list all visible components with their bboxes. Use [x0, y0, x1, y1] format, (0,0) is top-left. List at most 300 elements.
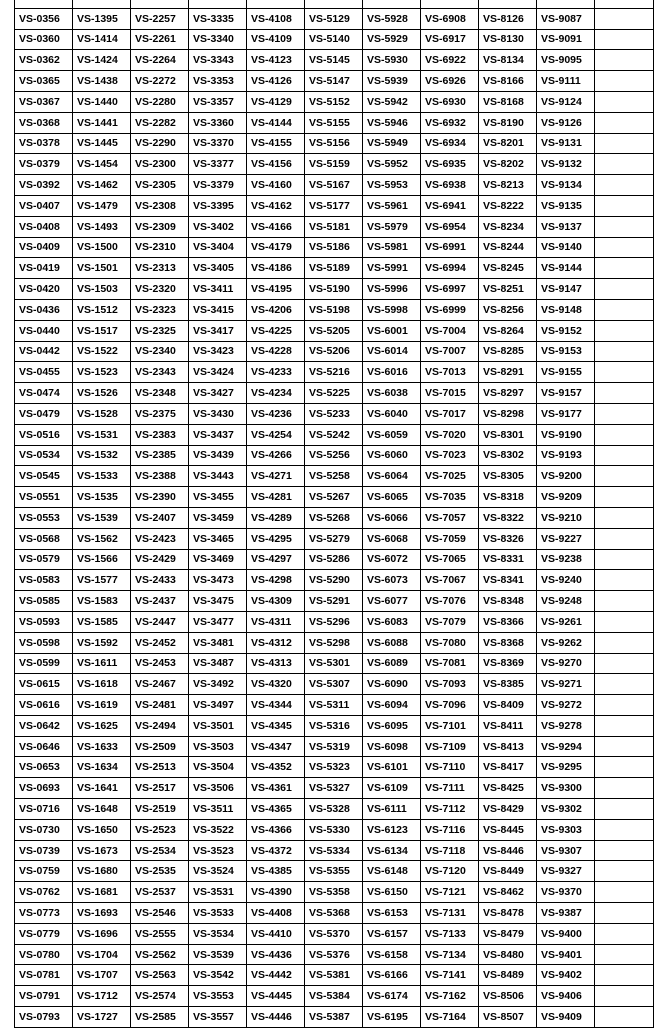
table-cell: VS-4320 [247, 674, 305, 695]
table-cell: VS-4281 [247, 487, 305, 508]
table-cell: VS-9134 [537, 175, 595, 196]
table-row [15, 424, 654, 445]
table-cell: VS-2308 [131, 195, 189, 216]
table-cell: VS-5928 [363, 8, 421, 29]
table-cell: VS-2383 [131, 424, 189, 445]
empty-cell [595, 362, 654, 383]
table-cell: VS-1641 [73, 778, 131, 799]
table-cell: VS-4289 [247, 507, 305, 528]
table-row [15, 1007, 654, 1028]
table-cell: VS-7121 [421, 882, 479, 903]
table-cell: VS-7035 [421, 487, 479, 508]
table-cell: VS-9147 [537, 279, 595, 300]
table-cell: VS-1528 [73, 403, 131, 424]
empty-cell [595, 258, 654, 279]
table-cell: VS-4123 [247, 50, 305, 71]
table-cell: VS-5327 [305, 778, 363, 799]
empty-cell [595, 736, 654, 757]
table-cell: VS-8302 [479, 445, 537, 466]
table-cell: VS-5946 [363, 112, 421, 133]
table-cell: VS-8331 [479, 549, 537, 570]
table-cell: VS-1619 [73, 695, 131, 716]
table-cell: VS-4228 [247, 341, 305, 362]
table-row [15, 258, 654, 279]
table-cell: VS-9227 [537, 528, 595, 549]
table-cell: VS-3405 [189, 258, 247, 279]
empty-cell [595, 341, 654, 362]
table-cell: VS-1503 [73, 279, 131, 300]
table-cell: VS-6083 [363, 611, 421, 632]
table-cell: VS-9238 [537, 549, 595, 570]
table-row [15, 466, 654, 487]
table-cell: VS-6997 [421, 279, 479, 300]
table-cell: VS-3475 [189, 591, 247, 612]
table-cell: VS-2290 [131, 133, 189, 154]
table-cell: VS-4271 [247, 466, 305, 487]
table-cell: VS-2390 [131, 487, 189, 508]
table-cell: VS-7110 [421, 757, 479, 778]
table-cell: VS-4347 [247, 736, 305, 757]
table-cell: VS-8202 [479, 154, 537, 175]
table-cell: VS-2555 [131, 923, 189, 944]
table-cell: VS-3497 [189, 695, 247, 716]
table-cell: VS-7111 [421, 778, 479, 799]
table-cell: VS-6166 [363, 965, 421, 986]
table-cell: VS-1501 [73, 258, 131, 279]
table-cell: VS-5177 [305, 195, 363, 216]
table-cell: VS-7118 [421, 840, 479, 861]
table-cell: VS-8507 [479, 1007, 537, 1028]
table-cell: VS-5319 [305, 736, 363, 757]
table-cell: VS-8446 [479, 840, 537, 861]
table-cell: VS-4352 [247, 757, 305, 778]
table-cell: VS-0598 [15, 632, 73, 653]
table-cell: VS-7080 [421, 632, 479, 653]
table-cell: VS-1462 [73, 175, 131, 196]
table-cell: VS-8134 [479, 50, 537, 71]
table-cell: VS-3477 [189, 611, 247, 632]
table-cell: VS-0474 [15, 383, 73, 404]
table-cell: VS-2261 [131, 29, 189, 50]
table-cell: VS-4313 [247, 653, 305, 674]
table-cell: VS-1395 [73, 8, 131, 29]
table-cell: VS-3335 [189, 8, 247, 29]
table-cell: VS-7007 [421, 341, 479, 362]
table-cell: VS-8366 [479, 611, 537, 632]
table-cell: VS-5316 [305, 715, 363, 736]
table-cell: VS-9270 [537, 653, 595, 674]
empty-cell [595, 487, 654, 508]
table-row [15, 715, 654, 736]
table-row [15, 299, 654, 320]
table-cell: VS-0615 [15, 674, 73, 695]
table-cell: VS-7112 [421, 799, 479, 820]
table-row [15, 965, 654, 986]
table-cell: VS-6038 [363, 383, 421, 404]
table-cell: VS-8449 [479, 861, 537, 882]
empty-cell [595, 882, 654, 903]
table-cell: VS-8264 [479, 320, 537, 341]
table-cell: VS-3402 [189, 216, 247, 237]
table-cell: VS-9295 [537, 757, 595, 778]
table-cell: VS-9140 [537, 237, 595, 258]
table-cell: VS-7116 [421, 819, 479, 840]
table-cell: VS-2310 [131, 237, 189, 258]
table-cell: VS-2535 [131, 861, 189, 882]
table-cell: VS-0553 [15, 507, 73, 528]
table-cell: VS-5298 [305, 632, 363, 653]
table-cell: VS-3379 [189, 175, 247, 196]
table-cell: VS-9302 [537, 799, 595, 820]
table-cell: VS-3534 [189, 923, 247, 944]
table-cell: VS-7065 [421, 549, 479, 570]
table-cell: VS-2423 [131, 528, 189, 549]
table-cell: VS-8409 [479, 695, 537, 716]
empty-cell [595, 112, 654, 133]
empty-cell [595, 383, 654, 404]
empty-cell [595, 195, 654, 216]
table-cell: VS-3377 [189, 154, 247, 175]
table-cell: VS-4162 [247, 195, 305, 216]
table-row [15, 445, 654, 466]
table-row [15, 674, 654, 695]
table-row [15, 944, 654, 965]
table-cell: VS-4129 [247, 91, 305, 112]
table-cell: VS-5129 [305, 8, 363, 29]
table-row [15, 195, 654, 216]
table-cell: VS-7020 [421, 424, 479, 445]
empty-cell [595, 653, 654, 674]
table-cell: VS-1592 [73, 632, 131, 653]
table-cell: VS-2481 [131, 695, 189, 716]
table-cell: VS-0455 [15, 362, 73, 383]
table-row [15, 29, 654, 50]
table-cell: VS-9409 [537, 1007, 595, 1028]
table-cell: VS-0407 [15, 195, 73, 216]
table-cell: VS-3370 [189, 133, 247, 154]
table-cell: VS-3473 [189, 570, 247, 591]
table-cell: VS-6089 [363, 653, 421, 674]
table-cell: VS-3395 [189, 195, 247, 216]
table-cell: VS-5258 [305, 466, 363, 487]
table-cell: VS-5376 [305, 944, 363, 965]
table-cell: VS-9294 [537, 736, 595, 757]
empty-cell [595, 591, 654, 612]
table-cell: VS-5330 [305, 819, 363, 840]
table-cell: VS-6098 [363, 736, 421, 757]
table-cell: VS-2429 [131, 549, 189, 570]
table-cell: VS-3443 [189, 466, 247, 487]
table-cell: VS-5368 [305, 903, 363, 924]
table-cell: VS-8285 [479, 341, 537, 362]
table-cell: VS-4108 [247, 8, 305, 29]
empty-cell [595, 757, 654, 778]
table-cell: VS-6195 [363, 1007, 421, 1028]
table-cell: VS-8190 [479, 112, 537, 133]
table-cell: VS-9153 [537, 341, 595, 362]
table-cell: VS-6908 [421, 8, 479, 29]
empty-cell [595, 819, 654, 840]
table-cell: VS-4372 [247, 840, 305, 861]
table-cell: VS-2343 [131, 362, 189, 383]
table-cell: VS-1414 [73, 29, 131, 50]
table-cell: VS-3437 [189, 424, 247, 445]
table-cell: VS-1625 [73, 715, 131, 736]
table-cell: VS-0616 [15, 695, 73, 716]
table-cell: VS-6095 [363, 715, 421, 736]
table-row [15, 882, 654, 903]
table-cell: VS-2385 [131, 445, 189, 466]
table-row [15, 341, 654, 362]
table-cell: VS-4236 [247, 403, 305, 424]
table-cell: VS-5996 [363, 279, 421, 300]
empty-cell [595, 715, 654, 736]
table-cell: VS-3424 [189, 362, 247, 383]
table-row [15, 903, 654, 924]
table-cell: VS-1696 [73, 923, 131, 944]
table-cell: VS-4233 [247, 362, 305, 383]
table-cell: VS-4266 [247, 445, 305, 466]
table-cell: VS-5323 [305, 757, 363, 778]
table-cell: VS-4156 [247, 154, 305, 175]
table-cell: VS-1526 [73, 383, 131, 404]
empty-cell [595, 445, 654, 466]
table-cell: VS-2534 [131, 840, 189, 861]
table-cell: VS-6065 [363, 487, 421, 508]
table-cell: VS-6917 [421, 29, 479, 50]
empty-cell [595, 611, 654, 632]
table-cell: VS-8489 [479, 965, 537, 986]
table-cell: VS-4206 [247, 299, 305, 320]
table-cell: VS-7164 [421, 1007, 479, 1028]
table-cell: VS-2546 [131, 903, 189, 924]
empty-cell [595, 965, 654, 986]
table-cell: VS-2433 [131, 570, 189, 591]
table-cell: VS-7004 [421, 320, 479, 341]
table-cell: VS-9240 [537, 570, 595, 591]
table-cell: VS-6991 [421, 237, 479, 258]
table-cell: VS-5998 [363, 299, 421, 320]
table-cell: VS-4109 [247, 29, 305, 50]
table-cell: VS-5190 [305, 279, 363, 300]
table-cell: VS-6066 [363, 507, 421, 528]
table-cell: VS-2523 [131, 819, 189, 840]
empty-cell [595, 299, 654, 320]
table-cell: VS-0759 [15, 861, 73, 882]
table-cell: VS-1535 [73, 487, 131, 508]
table-cell: VS-2452 [131, 632, 189, 653]
table-cell: VS-6926 [421, 71, 479, 92]
table-cell: VS-8126 [479, 8, 537, 29]
table-cell: VS-8245 [479, 258, 537, 279]
table-cell: VS-5328 [305, 799, 363, 820]
table-row [15, 237, 654, 258]
table-cell: VS-0583 [15, 570, 73, 591]
table-cell: VS-1438 [73, 71, 131, 92]
empty-cell [595, 986, 654, 1007]
table-cell: VS-7025 [421, 466, 479, 487]
table-cell: VS-2264 [131, 50, 189, 71]
table-row [15, 487, 654, 508]
table-row [15, 695, 654, 716]
table-cell: VS-2325 [131, 320, 189, 341]
table-cell: VS-9271 [537, 674, 595, 695]
table-cell: VS-7133 [421, 923, 479, 944]
table-cell: VS-0420 [15, 279, 73, 300]
table-cell: VS-0579 [15, 549, 73, 570]
table-row [15, 840, 654, 861]
table-cell: VS-3539 [189, 944, 247, 965]
table-cell: VS-3357 [189, 91, 247, 112]
table-cell: VS-9152 [537, 320, 595, 341]
table-cell: VS-2447 [131, 611, 189, 632]
table-cell: VS-3459 [189, 507, 247, 528]
table-cell: VS-4298 [247, 570, 305, 591]
empty-cell [595, 695, 654, 716]
table-cell: VS-4166 [247, 216, 305, 237]
table-cell: VS-5953 [363, 175, 421, 196]
table-cell: VS-7067 [421, 570, 479, 591]
table-row [15, 736, 654, 757]
table-cell: VS-4410 [247, 923, 305, 944]
table-cell: VS-3557 [189, 1007, 247, 1028]
table-cell: VS-4309 [247, 591, 305, 612]
table-cell: VS-9406 [537, 986, 595, 1007]
table-cell: VS-2320 [131, 279, 189, 300]
table-cell: VS-1522 [73, 341, 131, 362]
empty-cell [595, 903, 654, 924]
table-cell: VS-1673 [73, 840, 131, 861]
empty-cell [595, 528, 654, 549]
table-cell: VS-3504 [189, 757, 247, 778]
table-cell: VS-1618 [73, 674, 131, 695]
table-row [15, 819, 654, 840]
empty-cell [595, 175, 654, 196]
table-cell: VS-3533 [189, 903, 247, 924]
table-cell: VS-5167 [305, 175, 363, 196]
table-cell: VS-9124 [537, 91, 595, 112]
table-cell: VS-3469 [189, 549, 247, 570]
table-cell: VS-3415 [189, 299, 247, 320]
table-cell: VS-1445 [73, 133, 131, 154]
table-cell: VS-1650 [73, 819, 131, 840]
table-cell: VS-6101 [363, 757, 421, 778]
table-cell: VS-1531 [73, 424, 131, 445]
table-cell: VS-3501 [189, 715, 247, 736]
table-cell: VS-9126 [537, 112, 595, 133]
table-cell: VS-0419 [15, 258, 73, 279]
table-cell: VS-0693 [15, 778, 73, 799]
table-cell: VS-4295 [247, 528, 305, 549]
table-cell: VS-1727 [73, 1007, 131, 1028]
table-cell: VS-5384 [305, 986, 363, 1007]
table-cell: VS-4408 [247, 903, 305, 924]
table-cell: VS-2257 [131, 8, 189, 29]
table-cell: VS-6934 [421, 133, 479, 154]
table-cell: VS-8234 [479, 216, 537, 237]
table-cell: VS-8368 [479, 632, 537, 653]
table-cell: VS-5216 [305, 362, 363, 383]
table-cell: VS-1500 [73, 237, 131, 258]
table-cell: VS-8326 [479, 528, 537, 549]
table-cell: VS-1566 [73, 549, 131, 570]
table-cell: VS-3417 [189, 320, 247, 341]
table-cell: VS-7057 [421, 507, 479, 528]
table-cell: VS-2437 [131, 591, 189, 612]
table-row [15, 403, 654, 424]
table-cell: VS-1712 [73, 986, 131, 1007]
table-cell: VS-5205 [305, 320, 363, 341]
table-row [15, 611, 654, 632]
empty-cell [595, 279, 654, 300]
table-cell: VS-3503 [189, 736, 247, 757]
table-cell: VS-7141 [421, 965, 479, 986]
empty-cell [595, 216, 654, 237]
table-cell: VS-0773 [15, 903, 73, 924]
table-cell: VS-9087 [537, 8, 595, 29]
table-cell: VS-9400 [537, 923, 595, 944]
table-cell: VS-8168 [479, 91, 537, 112]
empty-cell [595, 861, 654, 882]
table-cell: VS-5981 [363, 237, 421, 258]
table-cell: VS-6157 [363, 923, 421, 944]
table-cell: VS-7076 [421, 591, 479, 612]
empty-cell [595, 570, 654, 591]
table-cell: VS-1454 [73, 154, 131, 175]
empty-cell [595, 923, 654, 944]
table-cell: VS-0442 [15, 341, 73, 362]
table-cell: VS-8369 [479, 653, 537, 674]
table-cell: VS-7059 [421, 528, 479, 549]
table-cell: VS-0392 [15, 175, 73, 196]
table-cell: VS-3427 [189, 383, 247, 404]
table-cell: VS-6935 [421, 154, 479, 175]
table-cell: VS-5155 [305, 112, 363, 133]
table-cell: VS-0599 [15, 653, 73, 674]
table-cell: VS-6001 [363, 320, 421, 341]
table-cell: VS-5355 [305, 861, 363, 882]
table-cell: VS-7096 [421, 695, 479, 716]
table-cell: VS-5268 [305, 507, 363, 528]
empty-cell [595, 799, 654, 820]
table-cell: VS-3411 [189, 279, 247, 300]
empty-cell [595, 674, 654, 695]
table-cell: VS-9402 [537, 965, 595, 986]
table-cell: VS-1533 [73, 466, 131, 487]
table-cell: VS-9370 [537, 882, 595, 903]
table-cell: VS-4312 [247, 632, 305, 653]
table-cell: VS-5290 [305, 570, 363, 591]
table-cell: VS-9200 [537, 466, 595, 487]
table-cell: VS-1479 [73, 195, 131, 216]
table-cell: VS-2323 [131, 299, 189, 320]
table-cell: VS-8305 [479, 466, 537, 487]
table-cell: VS-7131 [421, 903, 479, 924]
table-cell: VS-5358 [305, 882, 363, 903]
table-cell: VS-3523 [189, 840, 247, 861]
table-cell: VS-2562 [131, 944, 189, 965]
table-cell: VS-4311 [247, 611, 305, 632]
table-cell: VS-3522 [189, 819, 247, 840]
table-cell: VS-0781 [15, 965, 73, 986]
table-cell: VS-2585 [131, 1007, 189, 1028]
table-cell: VS-2388 [131, 466, 189, 487]
table-cell: VS-4195 [247, 279, 305, 300]
table-cell: VS-1512 [73, 299, 131, 320]
table-cell: VS-8244 [479, 237, 537, 258]
table-row [15, 570, 654, 591]
table-cell: VS-1681 [73, 882, 131, 903]
